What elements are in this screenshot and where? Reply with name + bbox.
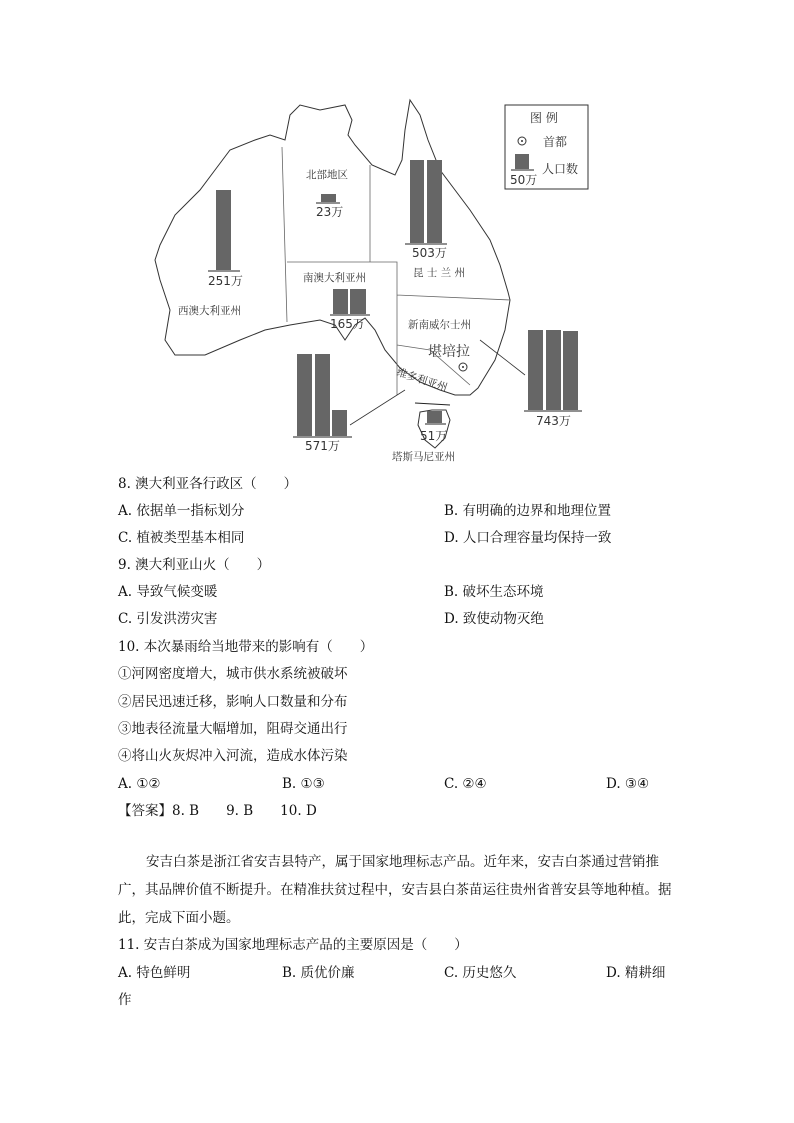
answer-line: 【答案】8. B 9. B 10. D xyxy=(118,803,317,819)
passage: 安吉白茶是浙江省安吉县特产，属于国家地理标志产品。近年来，安吉白茶通过营销推广，其品牌价值不断提升。在精准扶贫过程中，安吉县白茶苗运往贵州省普安县等地种植。据此，完成下面小题。 xyxy=(118,854,672,926)
label-nsw-pop: 743万 xyxy=(536,414,571,428)
q8-option-a[interactable]: A. 依据单一指标划分 xyxy=(118,503,245,519)
q11-option-b[interactable]: B. 质优价廉 xyxy=(282,965,355,981)
label-wa-pop: 251万 xyxy=(208,274,243,288)
q10-item-1: ①河网密度增大，城市供水系统被破坏 xyxy=(118,666,348,682)
svg-text:人口数: 人口数 xyxy=(542,162,579,176)
q8-option-b[interactable]: B. 有明确的边界和地理位置 xyxy=(444,503,612,519)
label-sa-pop: 165万 xyxy=(330,317,365,331)
q10-item-2: ②居民迅速迁移，影响人口数量和分布 xyxy=(118,694,348,710)
label-tas: 塔斯马尼亚州 xyxy=(392,451,455,463)
bar-nsw-1 xyxy=(528,330,543,410)
label-canberra: 堪培拉 xyxy=(428,344,470,360)
q10-item-3: ③地表径流量大幅增加，阻碍交通出行 xyxy=(118,721,348,737)
bar-nsw-2 xyxy=(546,330,561,410)
bar-qld-2 xyxy=(427,160,442,243)
label-qld-pop: 503万 xyxy=(412,246,447,260)
q11-option-d-cont: 作 xyxy=(118,992,132,1008)
label-wa: 西澳大利亚州 xyxy=(178,305,241,317)
bar-vic-3 xyxy=(332,410,347,436)
q9-stem: 9. 澳大利亚山火（ ） xyxy=(118,557,271,573)
bar-vic-2 xyxy=(315,354,330,436)
bar-nt xyxy=(321,194,336,202)
bar-wa xyxy=(216,190,231,270)
q9-option-b[interactable]: B. 破坏生态环境 xyxy=(444,584,544,600)
q10-option-d[interactable]: D. ③④ xyxy=(606,776,650,792)
bar-vic-1 xyxy=(297,354,312,436)
q9-option-d[interactable]: D. 致使动物灭绝 xyxy=(444,611,544,627)
q10-item-4: ④将山火灰烬冲入河流，造成水体污染 xyxy=(118,748,348,764)
svg-text:图 例: 图 例 xyxy=(530,111,558,125)
australia-population-map xyxy=(0,0,794,470)
q8-option-d[interactable]: D. 人口合理容量均保持一致 xyxy=(444,530,612,546)
legend-bar-icon xyxy=(515,154,529,169)
label-sa: 南澳大利亚州 xyxy=(303,272,366,284)
svg-text:首都: 首都 xyxy=(543,135,568,149)
label-nt: 北部地区 xyxy=(306,169,348,181)
bar-nsw-3 xyxy=(563,331,578,410)
q10-option-a[interactable]: A. ①② xyxy=(118,776,161,792)
q11-stem: 11. 安吉白茶成为国家地理标志产品的主要原因是（ ） xyxy=(118,937,468,953)
q10-option-c[interactable]: C. ②④ xyxy=(444,776,487,792)
bar-tas xyxy=(427,411,442,423)
label-tas-pop: 51万 xyxy=(420,429,448,443)
bar-sa-2 xyxy=(350,289,366,314)
q8-stem: 8. 澳大利亚各行政区（ ） xyxy=(118,476,298,492)
label-vic-pop: 571万 xyxy=(305,439,340,453)
label-nsw: 新南威尔士州 xyxy=(408,319,471,331)
label-vic: 维多利亚州 xyxy=(395,366,449,395)
label-nt-pop: 23万 xyxy=(316,205,344,219)
bar-qld-1 xyxy=(410,160,424,243)
q11-option-a[interactable]: A. 特色鲜明 xyxy=(118,965,191,981)
q11-option-c[interactable]: C. 历史悠久 xyxy=(444,965,517,981)
q11-option-d[interactable]: D. 精耕细 xyxy=(606,965,666,981)
bar-sa-1 xyxy=(333,289,348,314)
legend xyxy=(505,105,588,189)
q9-option-c[interactable]: C. 引发洪涝灾害 xyxy=(118,611,218,627)
q10-option-b[interactable]: B. ①③ xyxy=(282,776,325,792)
q8-option-c[interactable]: C. 植被类型基本相同 xyxy=(118,530,245,546)
q9-option-a[interactable]: A. 导致气候变暖 xyxy=(118,584,218,600)
label-qld: 昆 士 兰 州 xyxy=(413,267,466,279)
q10-stem: 10. 本次暴雨给当地带来的影响有（ ） xyxy=(118,639,374,655)
svg-text:50万: 50万 xyxy=(510,173,538,187)
